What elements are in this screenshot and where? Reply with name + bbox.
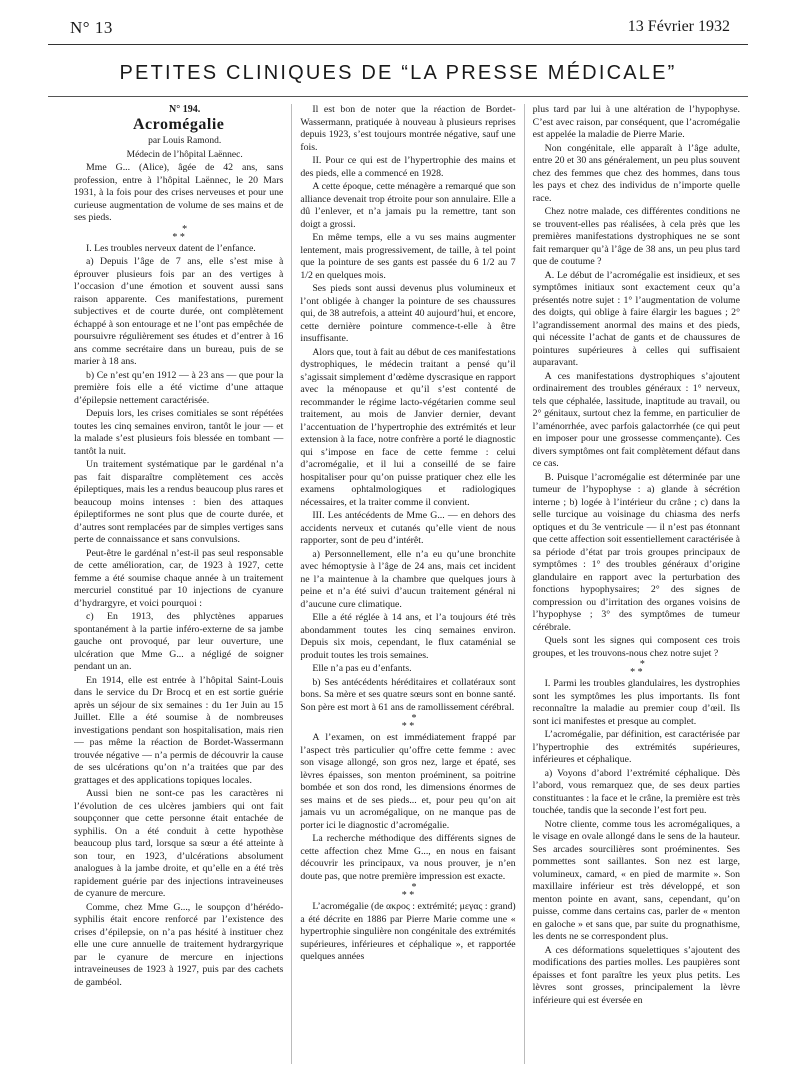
- paragraph: Chez notre malade, ces différentes conditions ne se trouvent-elles pas réalisées, à cela près que les premières manifestations dystrophiques ne se sont fait remarquer qu’à l’âge de 38 ans, un peu plus tard que de coutume ?: [532, 206, 740, 267]
- paragraph: Un traitement systématique par le gardénal n’a pas fait disparaître complètement ces accès épileptiques, mais les a rendus beaucoup plus rares et beaucoup moins intenses : bien des attaques épileptiformes ne sont plus que de courte durée, et d’autres sont remplacées par de simples vertiges sans perte de connaissance et sans convulsions.: [74, 459, 284, 545]
- article-author: par Louis Ramond.: [148, 136, 222, 146]
- paragraph: b) Ce n’est qu’en 1912 — à 23 ans — que pour la première fois elle a été victime d’une attaque d’épilepsie nettement caractérisée.: [74, 369, 284, 406]
- paragraph: plus tard par lui à une altération de l’hypophyse. C’est avec raison, par conséquent, que l’acromégalie est appelée la maladie de Pierre Marie.: [532, 104, 740, 140]
- page-date: 13 Février 1932: [627, 18, 730, 35]
- paragraph: c) En 1913, des phlyctènes apparues spontanément à la partie inféro-externe de sa jambe gauche ont provoqué, par leur ouverture, une ulcération que Mme G... a négligé de soigner pendant un an.: [74, 611, 284, 672]
- journal-title: PETITES CLINIQUES DE “LA PRESSE MÉDICALE”: [119, 62, 677, 84]
- paragraph: A cette époque, cette ménagère a remarqué que son alliance devenait trop étroite pour son annulaire. Elle a dû l’enlever, et n’a jamais pu la remettre, tant son doigt a grossi.: [300, 181, 516, 230]
- paragraph: En même temps, elle a vu ses mains augmenter lentement, mais progressivement, de taille, à tel point que la pointure de ses gants est passée du 6 1/2 au 7 1/2 en quelques mois.: [300, 232, 516, 281]
- paragraph: Aussi bien ne sont-ce pas les caractères ni l’évolution de ces ulcères jambiers qui ont fait soupçonner que cette personne était entachée de syphilis. On a été conduit à cette hypothèse beaucoup plus tard, lorsque sa sœur a été atteinte à son tour, en 1923, d’ulcérations absolument analogues à la jambe droite, et qu’elle en a été très rapidement guérie par des injections intraveineuses de cyanure de mercure.: [74, 788, 284, 899]
- paragraph: III. Les antécédents de Mme G... — en dehors des accidents nerveux et cutanés qu’elle vient de nous rapporter, sont de peu d’intérêt.: [300, 510, 516, 546]
- paragraph: Mme G... (Alice), âgée de 42 ans, sans profession, entre à l’hôpital Laënnec, le 20 Mars 1931, à la fois pour des crises nerveuses et pour une curieuse augmentation de volume de ses mains et de ses pieds.: [74, 162, 284, 223]
- paragraph: Depuis lors, les crises comitiales se sont répétées toutes les cinq semaines environ, tantôt le jour — et la malade s’est plusieurs fois blessée en tombant — tantôt la nuit.: [74, 408, 284, 457]
- page-header: [48, 6, 748, 46]
- paragraph: A ces déformations squelettiques s’ajoutent des modifications des parties molles. Les paupières sont épaisses et font paraître les yeux plus petits. Les lèvres sont grosses, principalement la lèvre inférieure qui est éversée en: [532, 944, 740, 1006]
- article-title: Acromégalie: [132, 115, 225, 133]
- paragraph: Peut-être le gardénal n’est-il pas seul responsable de cette amélioration, car, de 1923 à 1927, cette femme a été soumise chaque année à un traitement mercuriel constitué par 10 injections de cyanure d’hydrargyre, et voici pourquoi :: [74, 547, 284, 609]
- paragraph: A. Le début de l’acromégalie est insidieux, et ses symptômes initiaux sont exactement ceux qu’a présentés notre sujet : 1° l’augmentation de volume des doigts, qui oblige à faire élargir les bagues ; 2° l’agrandissement anormal des mains et des pieds, qui nécessite l’achat de gants et de chaussures de pointures supérieures à celles qui suffisaient auparavant.: [532, 269, 740, 368]
- paragraph: a) Personnellement, elle n’a eu qu’une bronchite avec hémoptysie à l’âge de 24 ans, mais cet incident ne l’a maintenue à la chambre que quelques jours à peine et n’a été suivi d’aucun traitement général ni d’aucune cure climatique.: [300, 548, 516, 610]
- paragraph: Comme, chez Mme G..., le soupçon d’hérédo-syphilis était encore renforcé par l’existence des crises d’épilepsie, on n’a pas hésité à instituer chez elle une cure annuelle de traitement hydrargyrique par le cyanure de mercure en injections intraveineuses de 1923 à 1927, puis par des cachets de gambéol.: [74, 901, 284, 988]
- column-3: [524, 104, 740, 1064]
- column-2: [291, 104, 523, 1064]
- article-affiliation: Médecin de l’hôpital Laënnec.: [126, 149, 243, 160]
- article-columns: [74, 104, 740, 1064]
- header-rule: [48, 44, 748, 45]
- paragraph: Non congénitale, elle apparaît à l’âge adulte, entre 20 et 30 ans généralement, un peu plus souvent chez des femmes que chez des hommes, dans tous les pays et chez des individus de n’importe quelle race.: [532, 142, 740, 204]
- paragraph: a) Voyons d’abord l’extrémité céphalique. Dès l’abord, vous remarquez que, de ses deux parties constituantes : la face et le crâne, la première est très touchée, tandis que la seconde l’est fort peu.: [532, 767, 740, 816]
- section-separator: * * *: [630, 659, 645, 678]
- paragraph: En 1914, elle est entrée à l’hôpital Saint-Louis dans le service du Dr Brocq et en est sortie guérie après un séjour de six semaines : du 1er Juin au 15 Juillet. Elle a été soumise à de nombreuses investigations pendant son hospitalisation, mais rien — pas même la réaction de Bordet-Wassermann trouvée négative — n’a permis de découvrir la cause de ses ulcérations qu’on n’a traitées que par des grattages et des applications topiques locales.: [74, 674, 284, 786]
- section-separator: * * *: [401, 713, 417, 732]
- article-number: N° 194.: [169, 104, 201, 115]
- paragraph: A ces manifestations dystrophiques s’ajoutent ordinairement des troubles généraux : 1° nerveux, tels que céphalée, lassitude, inaptitude au travail, ou 2° génitaux, surtout chez la femme, en particulier de l’aménorrhée, avec parfois galactorrhée (ce qui peut en imposer pour une grossesse commençante). Ces divers symptômes ont fait complètement défaut dans ce cas.: [532, 370, 740, 469]
- paragraph: A l’examen, on est immédiatement frappé par l’aspect très particulier qu’offre cette femme : avec son visage allongé, son gros nez, large et épaté, ses lèvres épaisses, son menton proéminent, sa poitrine bombée et son dos rond, les dimensions énormes de ses mains et de ses pieds... et, pour peu qu’on ait jamais vu un acromégalique, on ne manque pas de porter ici le diagnostic d’acromégalie.: [300, 732, 516, 831]
- paragraph: II. Pour ce qui est de l’hypertrophie des mains et des pieds, elle a commencé en 1928.: [300, 155, 516, 179]
- paragraph: Elle a été réglée à 14 ans, et l’a toujours été très abondamment toutes les cinq semaines environ. Depuis six mois, cependant, le flux cataménial se produit toutes les trois semaines.: [300, 612, 516, 661]
- paragraph: b) Ses antécédents héréditaires et collatéraux sont bons. Sa mère et ses quatre sœurs sont en bonne santé. Son père est mort à 61 ans de ramollissement cérébral.: [300, 676, 516, 713]
- paragraph: Elle n’a pas eu d’enfants.: [312, 663, 412, 674]
- paragraph: Il est bon de noter que la réaction de Bordet-Wassermann, pratiquée à nouveau à plusieurs reprises depuis 1923, s’est toujours montrée négative, sauf une fois.: [300, 104, 516, 153]
- paragraph: B. Puisque l’acromégalie est déterminée par une tumeur de l’hypophyse : a) glande à sécrétion interne ; b) logée à l’intérieur du crâne ; c) dans la selle turcique au voisinage du chiasma des nerfs optiques et du 3e ventricule — il n’est pas étonnant que cette affection soit essentiellement caractérisée à sa période d’état par trois groupes principaux de symptômes : 1° des troubles généraux d’origine glandulaire en rapport avec la perturbation des fonctions hypophysaires; 2° des signes de compression ou d’irritation des organes voisins de l’hypophyse ; 3° des symptômes de tumeur cérébrale.: [532, 471, 740, 633]
- paragraph: L’acromégalie (de ακρος : extrémité; μεγας : grand) a été décrite en 1886 par Pierre Marie comme une « hypertrophie singulière non congénitale des extrémités supérieures, inférieures et céphalique », et rapportée quelques années: [300, 901, 516, 962]
- title-rule: [48, 96, 748, 97]
- page-number: N° 13: [70, 18, 113, 37]
- paragraph: L’acromégalie, par définition, est caractérisée par l’hypertrophie des extrémités supérieures, inférieures et céphalique.: [532, 729, 740, 765]
- section-separator: * * *: [172, 223, 188, 243]
- paragraph: Alors que, tout à fait au début de ces manifestations dystrophiques, le médecin traitant a pensé qu’il s’agissait simplement d’œdème dyscrasique en rapport avec la ménopause et qu’il s’est contenté de recommander le régime lacto-végétarien comme seul traitement, au mois de Janvier dernier, devant l’accentuation de l’hypertrophie des extrémités et leur extension à la face, notre confrère a porté le diagnostic qui s’impose en face de cette femme : celui d’acromégalie, et il lui a conseillé de se faire hospitaliser pour qu’on puisse pratiquer chez elle les examens ophtalmologiques et radiologiques nécessaires, et la traiter comme il convient.: [300, 346, 516, 508]
- paragraph: Quels sont les signes qui composent ces trois groupes, et les trouvons-nous chez notre sujet ?: [532, 635, 740, 659]
- paragraph: Notre cliente, comme tous les acromégaliques, a le visage en ovale allongé dans le sens de la hauteur. Ses arcades sourcilières sont proéminentes. Ses pommettes sont saillantes. Son nez est large, volumineux, camard, « en pied de marmite ». Son maxillaire inférieur est très développé, et son menton pointe en avant, sans, cependant, qu’on puisse, comme dans certains cas, parler de « menton en galoche » et sans que, par suite du prognathisme, les dents ne se correspondent plus.: [532, 818, 740, 942]
- paragraph: I. Parmi les troubles glandulaires, les dystrophies sont les symptômes les plus importants. Ils font reconnaître la maladie au premier coup d’œil. Ils sont ici manifestes et presque au complet.: [532, 678, 740, 727]
- paragraph: a) Depuis l’âge de 7 ans, elle s’est mise à éprouver plusieurs fois par an des vertiges à l’occasion d’une émotion et souvent aussi sans raison apparente. Ces manifestations, purement subjectives et de courte durée, ont complètement échappé à son entourage et ne l’ont pas empêchée de poursuivre régulièrement ses études et d’entrer à 16 ans comme secrétaire dans un bureau, puis de se marier à 18 ans.: [74, 256, 284, 367]
- paragraph: I. Les troubles nerveux datent de l’enfance.: [86, 242, 256, 254]
- paragraph: Ses pieds sont aussi devenus plus volumineux et l’ont obligée à changer la pointure de ses chaussures qui, de 38 autrefois, a atteint 40 aujourd’hui, et encore, cette dernière pointure commence-t-elle à être insuffisante.: [300, 283, 516, 344]
- column-1: [74, 104, 291, 1064]
- section-separator: * * *: [401, 882, 417, 901]
- paragraph: La recherche méthodique des différents signes de cette affection chez Mme G..., en nous en faisant découvrir les principaux, va nous prouver, je n’en doute pas, que notre première impression est exacte.: [300, 833, 516, 882]
